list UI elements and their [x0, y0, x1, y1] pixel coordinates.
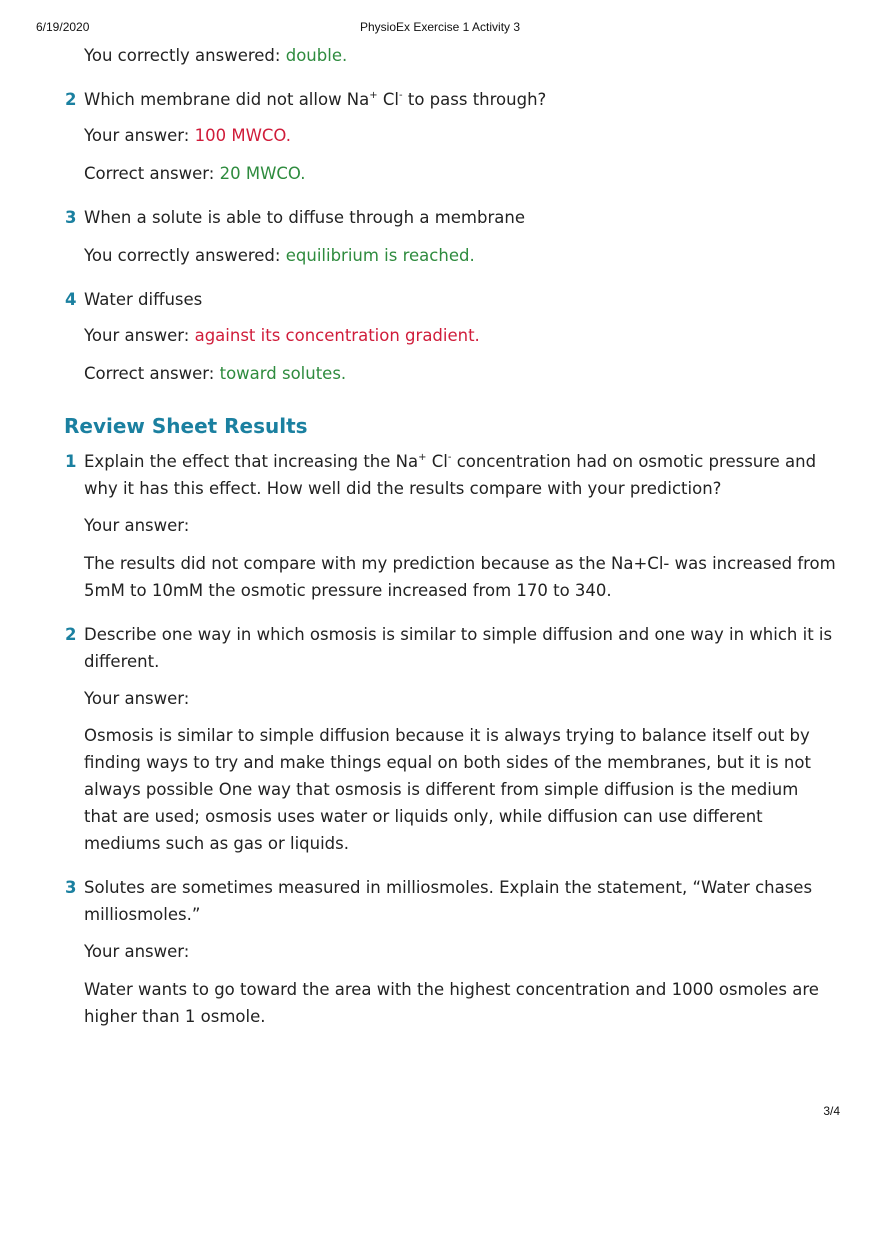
- question-text-part: Cl: [426, 452, 448, 471]
- print-date: 6/19/2020: [36, 20, 90, 34]
- question-text: [84, 86, 836, 113]
- review-question: Describe one way in which osmosis is similar to simple diffusion and one way in which it is different.: [84, 625, 833, 671]
- question-text: When a solute is able to diffuse through a membrane: [84, 208, 525, 227]
- question-text-part: Explain the effect that increasing the Na: [84, 452, 419, 471]
- page-number: 3/4: [823, 1104, 840, 1118]
- document-title: PhysioEx Exercise 1 Activity 3: [359, 20, 521, 34]
- review-answer: Osmosis is similar to simple diffusion because it is always trying to balance itself out by finding ways to try and make things equal on both sides of the membranes, but it is not always possible One way that osmosis is different from simple diffusion is the medium that are used; osmosis uses water or liquids only, while diffusion can use different mediums such as gas or liquids.: [84, 726, 811, 853]
- correct-value: double.: [285, 46, 348, 65]
- your-answer-line: [84, 322, 836, 349]
- correct-answer-label: Correct answer:: [84, 364, 215, 383]
- your-answer-value: 100 MWCO.: [194, 126, 291, 145]
- your-answer-label: Your answer:: [84, 516, 190, 535]
- superscript: -: [447, 452, 452, 463]
- your-answer-value: against its concentration gradient.: [194, 326, 480, 345]
- review-number: 2: [65, 625, 77, 644]
- section-heading: Review Sheet Results: [64, 414, 308, 438]
- correct-label: You correctly answered:: [84, 246, 281, 265]
- question-text-part: to pass through?: [402, 90, 547, 109]
- review-number: 1: [65, 452, 77, 471]
- review-answer: The results did not compare with my prediction because as the Na+Cl- was increased from 5mM to 10mM the osmotic pressure increased from 170 to 340.: [84, 554, 836, 600]
- superscript: +: [418, 452, 427, 463]
- your-answer-line: [84, 122, 836, 149]
- question-number: 2: [65, 90, 77, 109]
- correct-label: You correctly answered:: [84, 46, 281, 65]
- correct-answer-line: [84, 160, 836, 187]
- correct-answer-line: [84, 242, 836, 269]
- question-text-part: Which membrane did not allow Na: [84, 90, 370, 109]
- question-text: Water diffuses: [84, 290, 203, 309]
- correct-value: equilibrium is reached.: [285, 246, 475, 265]
- your-answer-label: Your answer:: [84, 942, 190, 961]
- review-answer: Water wants to go toward the area with the highest concentration and 1000 osmoles are higher than 1 osmole.: [84, 980, 819, 1026]
- your-answer-label: Your answer:: [84, 326, 190, 345]
- superscript: +: [369, 90, 378, 101]
- question-text-part: Cl: [377, 90, 400, 109]
- correct-answer-label: Correct answer:: [84, 164, 215, 183]
- question-number: 3: [65, 208, 77, 227]
- review-question: Solutes are sometimes measured in milliosmoles. Explain the statement, “Water chases milliosmoles.”: [84, 878, 813, 924]
- correct-answer-value: toward solutes.: [219, 364, 347, 383]
- prev-correct-answer: [84, 42, 836, 69]
- correct-answer-value: 20 MWCO.: [219, 164, 306, 183]
- your-answer-label: Your answer:: [84, 126, 190, 145]
- correct-answer-line: [84, 360, 836, 387]
- your-answer-label: Your answer:: [84, 689, 190, 708]
- question-number: 4: [65, 290, 77, 309]
- review-question: [84, 448, 836, 502]
- question-text-part: concentration had on osmotic pressure and why it has this effect. How well did the results compare with your prediction?: [84, 452, 817, 498]
- review-number: 3: [65, 878, 77, 897]
- superscript: -: [399, 90, 403, 101]
